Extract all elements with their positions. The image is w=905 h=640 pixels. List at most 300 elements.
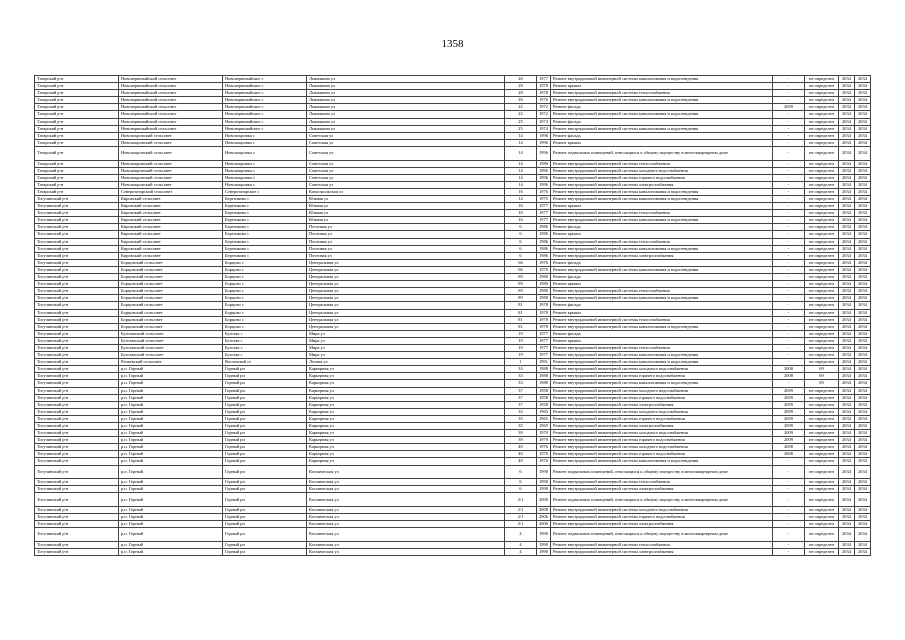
cell-district: Татарский р-н [35,83,119,90]
cell-locality: Новопервомайское с [223,83,307,90]
cell-street: Карьерная ул [307,366,505,373]
cell-status: не определен [805,83,839,90]
cell-built-year: 1986 [537,160,551,167]
cell-street: Южная ул [307,203,505,210]
table-row [35,76,871,83]
cell-locality: Горный рп [223,479,307,486]
cell-settlement: р.п. Горный [119,451,223,458]
cell-house: 6 [505,486,537,493]
cell-district: Тогучинский р-н [35,295,119,302]
cell-start-year: 2034 [839,160,855,167]
cell-end-year: 2034 [855,295,871,302]
cell-start-year: 2034 [839,281,855,288]
cell-district: Тогучинский р-н [35,506,119,513]
cell-end-year: 2034 [855,83,871,90]
cell-house: 26 [505,76,537,83]
cell-start-year: 2034 [839,506,855,513]
cell-locality: Березиково с [223,196,307,203]
cell-street: Карьерная ул [307,380,505,387]
cell-end-year: 2034 [855,274,871,281]
cell-year: - [773,486,805,493]
cell-house: 6 [505,224,537,231]
cell-work-type: Ремонт внутридомовой инженерной системы горячего водоснабжения [551,514,773,521]
cell-start-year: 2034 [839,245,855,252]
cell-built-year: 1977 [537,352,551,359]
cell-built-year: 1976 [537,97,551,104]
cell-locality: Березиково с [223,245,307,252]
cell-built-year: 1996 [537,174,551,181]
cell-work-type: Ремонт подвальных помещений, относящихся к общему имуществу в многоквартирном доме [551,493,773,507]
table-row [35,132,871,139]
cell-house: 37 [505,394,537,401]
cell-status: не определен [805,394,839,401]
table-row [35,274,871,281]
cell-locality: Борцово с [223,323,307,330]
cell-locality: Борцово с [223,266,307,273]
cell-end-year: 2034 [855,132,871,139]
cell-work-type: Ремонт внутридомовой инженерной системы холодного водоснабжения [551,387,773,394]
cell-district: Тогучинский р-н [35,337,119,344]
cell-district: Тогучинский р-н [35,423,119,430]
table-row [35,493,871,507]
cell-work-type: Ремонт внутридомовой инженерной системы теплоснабжения [551,160,773,167]
cell-house: 6 [505,252,537,259]
cell-end-year: 2034 [855,252,871,259]
cell-settlement: Кировский сельсовет [119,231,223,238]
cell-status: не определен [805,401,839,408]
cell-work-type: Ремонт крыши [551,139,773,146]
cell-end-year: 2034 [855,181,871,188]
cell-street: Лыкачкина ул [307,104,505,111]
cell-status: не определен [805,188,839,195]
cell-work-type: Ремонт фасада [551,118,773,125]
cell-locality: Горный рп [223,394,307,401]
cell-start-year: 2034 [839,521,855,528]
cell-settlement: р.п. Горный [119,479,223,486]
cell-settlement: р.п. Горный [119,444,223,451]
cell-built-year: 1977 [537,210,551,217]
cell-settlement: Новопервомайский сельсовет [119,111,223,118]
cell-work-type: Ремонт фасада [551,330,773,337]
cell-district: Тогучинский р-н [35,479,119,486]
cell-locality: Новопервомайское с [223,90,307,97]
cell-year: 2008 [773,366,805,373]
cell-district: Тогучинский р-н [35,373,119,380]
cell-year: - [773,259,805,266]
cell-built-year: 1976 [537,188,551,195]
cell-work-type: Ремонт внутридомовой инженерной системы канализования и водоотведения [551,323,773,330]
cell-locality: Горный рп [223,423,307,430]
cell-house: 16 [505,217,537,224]
cell-street: Центральная ул [307,309,505,316]
cell-work-type: Ремонт внутридомовой инженерной системы теплоснабжения [551,210,773,217]
cell-work-type: Ремонт внутридомовой инженерной системы холодного водоснабжения [551,366,773,373]
cell-status: не определен [805,238,839,245]
cell-year: - [773,181,805,188]
cell-house: 39 [505,430,537,437]
table-row [35,288,871,295]
cell-district: Тогучинский р-н [35,458,119,465]
cell-start-year: 2034 [839,125,855,132]
cell-house: 4 [505,528,537,542]
cell-built-year: 1986 [537,245,551,252]
cell-street: Карьерная ул [307,451,505,458]
cell-locality: Новопервомайское с [223,76,307,83]
cell-street: Советская ул [307,167,505,174]
cell-year: 2009 [773,408,805,415]
cell-start-year: 2034 [839,465,855,479]
table-row [35,90,871,97]
cell-street: Почтовая ул [307,238,505,245]
cell-work-type: Ремонт внутридомовой инженерной системы горячего водоснабжения [551,437,773,444]
cell-house: 81 [505,323,537,330]
cell-street: Лыкачкина ул [307,76,505,83]
cell-work-type: Ремонт внутридомовой инженерной системы теплоснабжения [551,541,773,548]
cell-status: не определен [805,139,839,146]
cell-house: 16 [505,203,537,210]
cell-year: - [773,541,805,548]
cell-year: - [773,118,805,125]
cell-house: 25 [505,125,537,132]
cell-start-year: 2034 [839,493,855,507]
cell-settlement: Северотатарский сельсовет [119,188,223,195]
cell-street: Почтовая ул [307,231,505,238]
cell-district: Татарский р-н [35,132,119,139]
cell-status: не определен [805,514,839,521]
cell-year: - [773,548,805,555]
table-row [35,125,871,132]
cell-locality: Горный рп [223,415,307,422]
cell-house: 35 [505,415,537,422]
cell-status: не определен [805,323,839,330]
cell-status: не определен [805,486,839,493]
cell-settlement: р.п. Горный [119,423,223,430]
cell-status: не определен [805,167,839,174]
cell-settlement: Кировский сельсовет [119,196,223,203]
cell-street: Космическая ул [307,465,505,479]
cell-year: - [773,479,805,486]
cell-street: Космическая ул [307,493,505,507]
cell-status: не определен [805,521,839,528]
cell-year: - [773,458,805,465]
table-row [35,528,871,542]
cell-status: не определен [805,111,839,118]
cell-locality: Новопокровка с [223,146,307,160]
cell-house: 6 [505,479,537,486]
cell-status: не определен [805,493,839,507]
cell-end-year: 2034 [855,160,871,167]
cell-house: 1 [505,359,537,366]
cell-street: Почтовая ул [307,245,505,252]
cell-year: - [773,281,805,288]
cell-work-type: Ремонт внутридомовой инженерной системы канализования и водоотведения [551,196,773,203]
cell-start-year: 2034 [839,203,855,210]
cell-district: Тогучинский р-н [35,231,119,238]
cell-house: 19 [505,352,537,359]
cell-end-year: 2034 [855,423,871,430]
cell-street: Космическая ул [307,541,505,548]
cell-end-year: 2034 [855,125,871,132]
cell-house: 14 [505,174,537,181]
cell-settlement: Борцовский сельсовет [119,266,223,273]
cell-district: Тогучинский р-н [35,486,119,493]
cell-district: Тогучинский р-н [35,274,119,281]
cell-start-year: 2034 [839,139,855,146]
cell-work-type: Ремонт внутридомовой инженерной системы электроснабжения [551,401,773,408]
cell-house: 14 [505,139,537,146]
cell-end-year: 2034 [855,359,871,366]
cell-locality: Горный рп [223,430,307,437]
cell-settlement: р.п. Горный [119,387,223,394]
cell-built-year: 1990 [537,548,551,555]
cell-built-year: 1965 [537,415,551,422]
cell-work-type: Ремонт внутридомовой инженерной системы теплоснабжения [551,238,773,245]
cell-end-year: 2034 [855,323,871,330]
cell-status: не определен [805,160,839,167]
cell-start-year: 2034 [839,181,855,188]
cell-end-year: 2034 [855,118,871,125]
cell-house: 2/1 [505,506,537,513]
cell-built-year: 2006 [537,521,551,528]
cell-built-year: 1976 [537,266,551,273]
cell-built-year: 1986 [537,252,551,259]
cell-street: Космическая ул [307,486,505,493]
cell-street: Карьерная ул [307,458,505,465]
cell-street: Южная ул [307,196,505,203]
cell-district: Тогучинский р-н [35,541,119,548]
cell-status: не определен [805,316,839,323]
cell-house: 89 [505,288,537,295]
cell-year: - [773,167,805,174]
cell-locality: Горный рп [223,548,307,555]
cell-work-type: Ремонт фасада [551,132,773,139]
cell-settlement: Буготакский сельсовет [119,330,223,337]
cell-start-year: 2034 [839,295,855,302]
cell-start-year: 2034 [839,210,855,217]
table-row [35,245,871,252]
cell-settlement: р.п. Горный [119,373,223,380]
cell-house: 2/1 [505,493,537,507]
cell-settlement: Буготакский сельсовет [119,337,223,344]
table-row [35,506,871,513]
cell-status: не определен [805,266,839,273]
cell-work-type: Ремонт внутридомовой инженерной системы электроснабжения [551,423,773,430]
cell-year: - [773,528,805,542]
cell-start-year: 2034 [839,167,855,174]
cell-locality: Борцово с [223,309,307,316]
cell-built-year: 1986 [537,231,551,238]
cell-work-type: Ремонт внутридомовой инженерной системы электроснабжения [551,252,773,259]
cell-settlement: р.п. Горный [119,493,223,507]
cell-settlement: Новопервомайский сельсовет [119,125,223,132]
cell-end-year: 2034 [855,302,871,309]
cell-built-year: 1972 [537,111,551,118]
cell-district: Тогучинский р-н [35,245,119,252]
cell-street: Карьерная ул [307,387,505,394]
table-row [35,309,871,316]
cell-district: Тогучинский р-н [35,465,119,479]
cell-district: Тогучинский р-н [35,238,119,245]
cell-status: 69 [805,366,839,373]
cell-street: Карьерная ул [307,394,505,401]
cell-status: не определен [805,203,839,210]
cell-end-year: 2034 [855,451,871,458]
cell-district: Татарский р-н [35,97,119,104]
cell-start-year: 2034 [839,359,855,366]
cell-district: Тогучинский р-н [35,437,119,444]
cell-year: - [773,83,805,90]
cell-year: - [773,76,805,83]
cell-start-year: 2034 [839,174,855,181]
cell-start-year: 2034 [839,118,855,125]
cell-house: 40 [505,444,537,451]
cell-district: Тогучинский р-н [35,514,119,521]
cell-locality: Березиково с [223,238,307,245]
cell-work-type: Ремонт крыши [551,83,773,90]
cell-locality: Горный рп [223,437,307,444]
cell-built-year: 1974 [537,125,551,132]
cell-start-year: 2034 [839,238,855,245]
cell-district: Тогучинский р-н [35,430,119,437]
cell-street: Мира ул [307,330,505,337]
cell-settlement: р.п. Горный [119,437,223,444]
cell-locality: Новопервомайское с [223,104,307,111]
cell-street: Советская ул [307,160,505,167]
cell-work-type: Ремонт внутридомовой инженерной системы холодного водоснабжения [551,506,773,513]
cell-work-type: Ремонт подвальных помещений, относящихся к общему имуществу в многоквартирном доме [551,528,773,542]
cell-start-year: 2034 [839,430,855,437]
cell-start-year: 2034 [839,111,855,118]
cell-start-year: 2034 [839,408,855,415]
cell-settlement: Борцовский сельсовет [119,288,223,295]
cell-built-year: 1977 [537,344,551,351]
cell-start-year: 2034 [839,330,855,337]
cell-status: не определен [805,302,839,309]
cell-start-year: 2034 [839,274,855,281]
cell-year: - [773,352,805,359]
cell-status: не определен [805,281,839,288]
cell-start-year: 2034 [839,514,855,521]
cell-work-type: Ремонт внутридомовой инженерной системы холодного водоснабжения [551,444,773,451]
cell-status: не определен [805,231,839,238]
cell-street: Карьерная ул [307,430,505,437]
cell-work-type: Ремонт крыши [551,203,773,210]
cell-start-year: 2034 [839,344,855,351]
cell-year: - [773,337,805,344]
table-row [35,323,871,330]
cell-locality: Борцово с [223,316,307,323]
cell-end-year: 2034 [855,506,871,513]
cell-status: не определен [805,174,839,181]
cell-work-type: Ремонт внутридомовой инженерной системы электроснабжения [551,181,773,188]
cell-built-year: 1980 [537,295,551,302]
cell-settlement: Борцовский сельсовет [119,302,223,309]
cell-work-type: Ремонт внутридомовой инженерной системы канализования и водоотведения [551,111,773,118]
cell-house: 35 [505,423,537,430]
cell-start-year: 2034 [839,415,855,422]
cell-street: Центральная ул [307,302,505,309]
cell-start-year: 2034 [839,104,855,111]
cell-end-year: 2034 [855,316,871,323]
cell-locality: Березиково с [223,217,307,224]
cell-house: 89 [505,274,537,281]
table-row [35,437,871,444]
cell-district: Тогучинский р-н [35,252,119,259]
cell-built-year: 1958 [537,387,551,394]
cell-built-year: 1996 [537,139,551,146]
cell-locality: Новопокровка с [223,139,307,146]
cell-settlement: Борцовский сельсовет [119,309,223,316]
cell-settlement: Буготакский сельсовет [119,352,223,359]
cell-street: Советская ул [307,146,505,160]
cell-year: - [773,380,805,387]
cell-end-year: 2034 [855,521,871,528]
cell-built-year: 1958 [537,401,551,408]
table-row [35,521,871,528]
cell-start-year: 2034 [839,541,855,548]
cell-end-year: 2034 [855,541,871,548]
cell-work-type: Ремонт внутридомовой инженерной системы теплоснабжения [551,90,773,97]
cell-house: 2/1 [505,514,537,521]
cell-work-type: Ремонт внутридомовой инженерной системы канализования и водоотведения [551,188,773,195]
cell-work-type: Ремонт внутридомовой инженерной системы холодного водоснабжения [551,167,773,174]
table-row [35,423,871,430]
cell-district: Татарский р-н [35,76,119,83]
cell-year: - [773,210,805,217]
cell-locality: Новопокровка с [223,160,307,167]
cell-built-year: 1980 [537,274,551,281]
cell-status: не определен [805,352,839,359]
cell-end-year: 2034 [855,76,871,83]
cell-built-year: 1970 [537,430,551,437]
cell-settlement: р.п. Горный [119,541,223,548]
cell-end-year: 2034 [855,430,871,437]
cell-house: 6 [505,245,537,252]
cell-district: Тогучинский р-н [35,451,119,458]
cell-district: Тогучинский р-н [35,408,119,415]
cell-settlement: р.п. Горный [119,548,223,555]
cell-year: - [773,266,805,273]
cell-start-year: 2034 [839,366,855,373]
cell-district: Татарский р-н [35,111,119,118]
cell-year: 2009 [773,415,805,422]
cell-status: не определен [805,295,839,302]
table-row [35,366,871,373]
cell-street: Советская ул [307,132,505,139]
cell-start-year: 2034 [839,76,855,83]
cell-district: Тогучинский р-н [35,196,119,203]
cell-end-year: 2034 [855,330,871,337]
cell-built-year: 1970 [537,437,551,444]
cell-district: Тогучинский р-н [35,394,119,401]
cell-settlement: р.п. Горный [119,366,223,373]
cell-end-year: 2034 [855,97,871,104]
cell-settlement: р.п. Горный [119,394,223,401]
cell-status: не определен [805,423,839,430]
cell-street: Космическая ул [307,521,505,528]
cell-status: не определен [805,415,839,422]
cell-status: не определен [805,437,839,444]
cell-year: - [773,359,805,366]
cell-house: 37 [505,401,537,408]
cell-street: Космическая ул [307,514,505,521]
cell-year: - [773,97,805,104]
cell-house: 22 [505,104,537,111]
cell-street: Центральная ул [307,274,505,281]
table-row [35,238,871,245]
cell-settlement: Репьевский сельсовет [119,359,223,366]
cell-built-year: 1976 [537,444,551,451]
